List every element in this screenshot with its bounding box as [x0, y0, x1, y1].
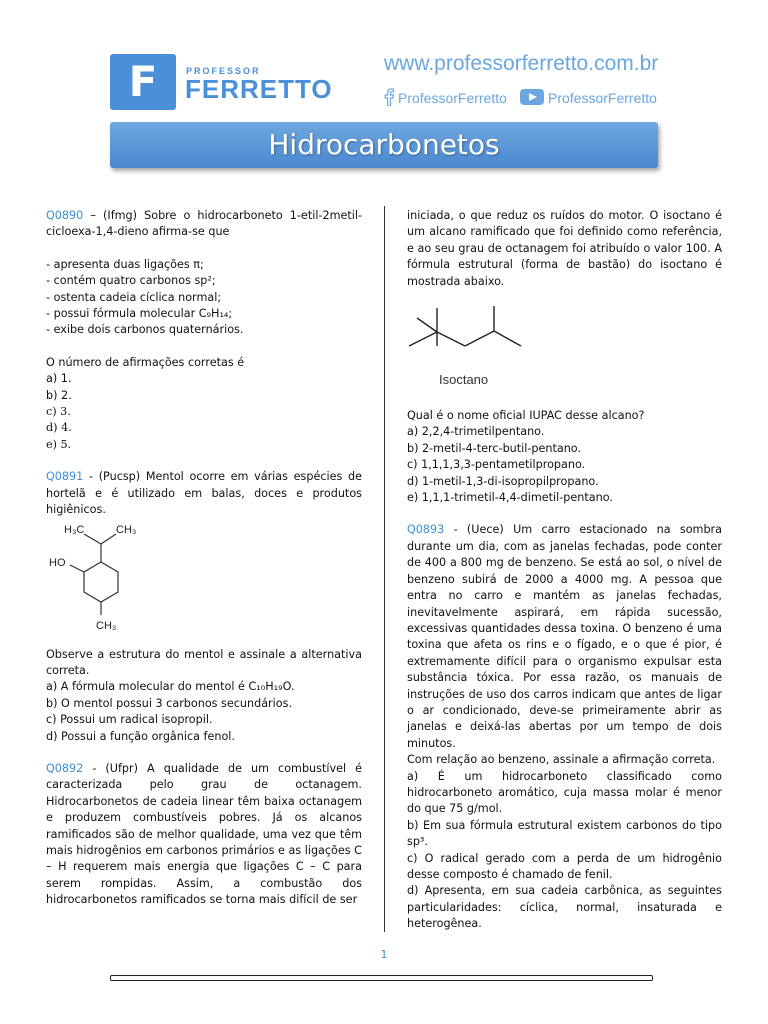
left-column: [46, 208, 362, 909]
brand-name: FERRETTO: [185, 74, 333, 104]
option: c) Possui um radical isopropil.: [46, 713, 213, 727]
question-id: Q0892: [46, 761, 84, 775]
logo-letter: F: [128, 57, 158, 106]
option: d) 4.: [46, 421, 72, 435]
option: b) O mentol possui 3 carbonos secundários.: [46, 696, 292, 710]
option: c) 1,1,1,3,3-pentametilpropano.: [407, 458, 586, 472]
option: e) 5.: [46, 437, 72, 451]
q0890-item: - contém quatro carbonos sp²;: [46, 274, 216, 288]
option: c) O radical gerado com a perda de um hidrogênio desse composto é chamado de fenil.: [407, 851, 722, 881]
option: b) 2.: [46, 388, 72, 402]
q0892-continuation: iniciada, o que reduz os ruídos do motor. O isoctano é um alcano ramificado que foi definido como referência, e ao seu grau de octanagem foi atribuído o valor 100. A fórmula estrutural (forma de bastão) do isoctano é mostrada abaixo.: [407, 209, 722, 288]
structure-label: H₃C: [64, 523, 85, 536]
option: a) 1.: [46, 372, 72, 386]
q0892-question: Qual é o nome oficial IUPAC desse alcano?: [407, 409, 645, 423]
site-url-link[interactable]: www.professorferretto.com.br: [384, 52, 659, 75]
q0890-item: - possui fórmula molecular C₉H₁₄;: [46, 307, 233, 321]
right-column: [407, 208, 722, 933]
option: d) Possui a função orgânica fenol.: [46, 729, 235, 743]
facebook-handle: ProfessorFerretto: [398, 90, 507, 106]
question-id: Q0890: [46, 209, 84, 222]
youtube-handle: ProfessorFerretto: [548, 90, 657, 106]
structure-label: CH₃: [96, 619, 117, 632]
option: d) Apresenta, em sua cadeia carbônica, as seguintes particularidades: cíclica, normal, insaturada e heterogênea.: [407, 884, 722, 931]
q0891-intro: Q0891 - (Pucsp) Mentol ocorre em várias espécies de hortelã e é utilizado em balas, doces e produtos higiênicos.: [46, 470, 362, 517]
structure-label: HO: [49, 556, 66, 569]
isooctane-structure: [407, 298, 527, 398]
youtube-icon: [520, 89, 544, 105]
option: c) 3.: [46, 405, 71, 419]
q0892-intro: Q0892 - (Ufpr) A qualidade de um combustível é caracterizada pelo grau de octanagem. Hidrocarbonetos de cadeia linear têm baixa octanagem e produzem combustíveis pobres. Já os alcanos ramificados são de melhor qualidade, uma vez que têm mais hidrogênios em carbonos primários e as ligações C – H requerem mais energia que ligações C – C para serem rompidas. Assim, a combustão dos hidrocarbonetos ramificados se torna mais difícil de ser: [46, 761, 362, 907]
q0893-question: Com relação ao benzeno, assinale a afirmação correta.: [407, 753, 716, 767]
youtube-link[interactable]: [520, 88, 657, 108]
q0890-item: - exibe dois carbonos quaternários.: [46, 323, 244, 337]
option: d) 1-metil-1,3-di-isopropilpropano.: [407, 474, 599, 488]
option: a) A fórmula molecular do mentol é C₁₀H₁₉O.: [46, 680, 295, 694]
column-divider: [384, 206, 385, 932]
page-number: 1: [380, 948, 388, 961]
option: e) 1,1,1-trimetil-4,4-dimetil-pentano.: [407, 491, 613, 505]
option: b) 2-metil-4-terc-butil-pentano.: [407, 441, 582, 455]
q0893-intro: Q0893 - (Uece) Um carro estacionado na sombra durante um dia, com as janelas fechadas, pode conter de 400 a 800 mg de benzeno. Se está ao sol, o nível de benzeno subirá de 2000 a 4000 mg. A pessoa que entra no carro e mantém as janelas fechadas, inevitavelmente aspirará, em rápida sucessão, excessivas quantidades dessa toxina. O benzeno é uma toxina que afeta os rins e o fígado, e o que é pior, é extremamente difícil para o organismo expulsar esta substância tóxica. Por essa razão, os manuais de instruções de uso dos carros indicam que antes de ligar o ar condicionado, deve-se primeiramente abrir as janelas e deixá-las abertas por um tempo de dois minutos.: [407, 523, 722, 750]
q0890-item: - apresenta duas ligações π;: [46, 257, 204, 271]
facebook-link[interactable]: [384, 88, 507, 108]
q0890-item: - ostenta cadeia cíclica normal;: [46, 290, 222, 304]
structure-label: CH₃: [116, 523, 137, 536]
structure-caption: Isoctano: [439, 372, 489, 388]
menthol-structure: [46, 519, 156, 637]
option: a) É um hidrocarboneto classificado como hidrocarboneto aromático, cuja massa molar é menor do que 75 g/mol.: [407, 769, 722, 816]
page-title: Hidrocarbonetos: [268, 128, 500, 161]
option: b) Em sua fórmula estrutural existem carbonos do tipo sp³.: [407, 818, 722, 849]
facebook-icon: [384, 88, 394, 106]
q0890-question: O número de afirmações corretas é: [46, 355, 245, 369]
title-banner: [110, 122, 658, 168]
footer-rule: [110, 975, 653, 981]
option: a) 2,2,4-trimetilpentano.: [407, 425, 545, 439]
brand-logo: [110, 54, 176, 110]
question-id: Q0891: [46, 470, 84, 484]
question-id: Q0893: [407, 523, 445, 537]
q0890-intro: Q0890 – (Ifmg) Sobre o hidrocarboneto 1-etil-2metil-cicloexa-1,4-dieno afirma-se que: [46, 209, 362, 239]
brand-subtitle: PROFESSOR: [186, 66, 261, 76]
q0891-question: Observe a estrutura do mentol e assinale a alternativa correta.: [46, 647, 362, 677]
